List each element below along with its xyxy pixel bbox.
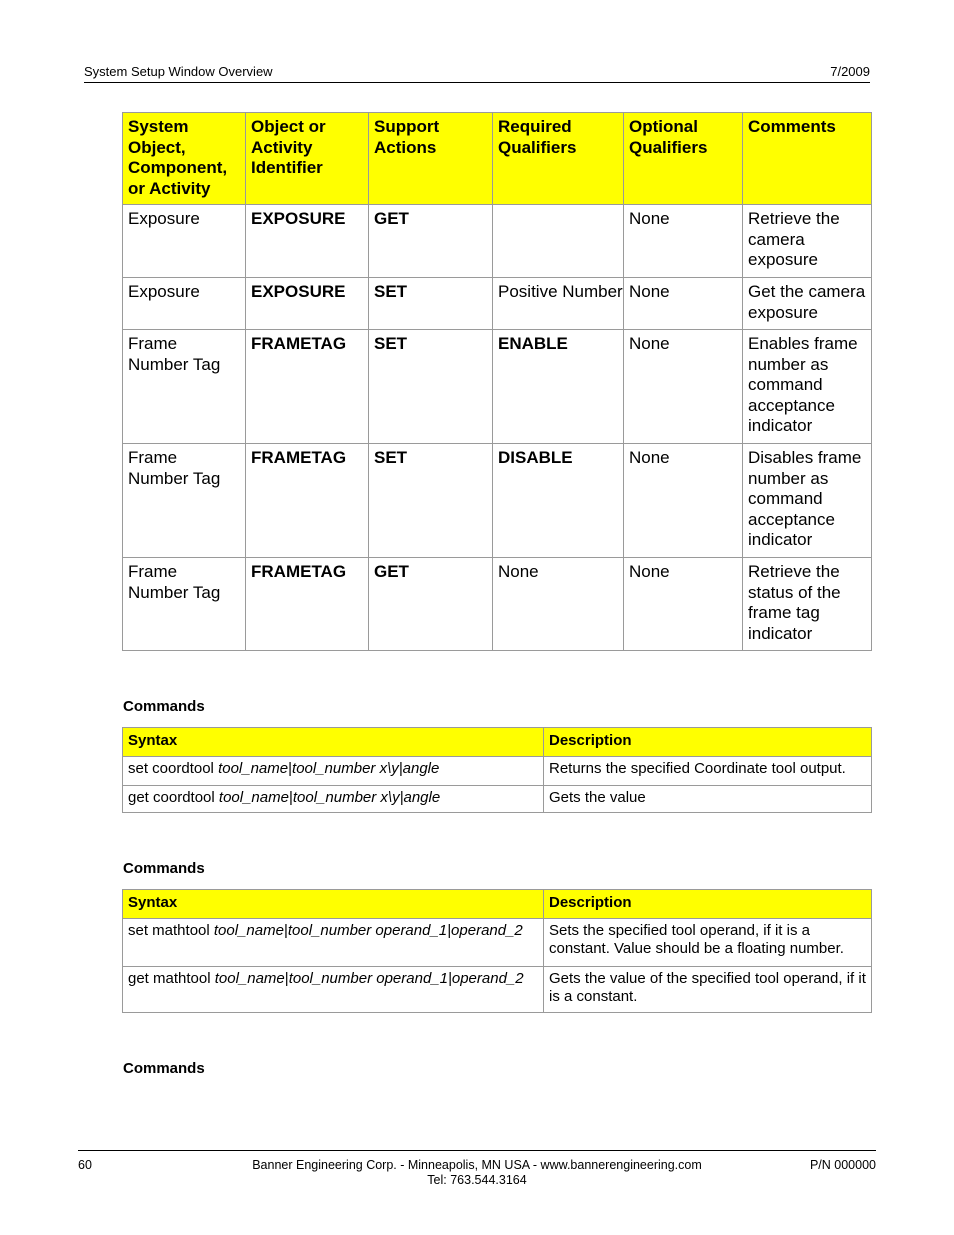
syntax-arg: tool_number x\y|angle: [292, 760, 440, 777]
syntax-separator: |: [288, 760, 293, 777]
qualifiers-table: [122, 112, 872, 651]
coordtool-commands-table: [122, 727, 872, 813]
table-row: [123, 967, 872, 1013]
footer-rule: [78, 1150, 876, 1151]
table-cell: FRAMETAG: [246, 330, 369, 444]
syntax-arg: tool_number operand_1|operand_2: [287, 922, 523, 939]
table-cell: DISABLE: [493, 444, 624, 558]
table-cell: GET: [369, 558, 493, 651]
header-cell: Comments: [743, 113, 872, 205]
syntax-separator: |: [288, 789, 293, 806]
footer-company: Banner Engineering Corp. - Minneapolis, MN USA - www.bannerengineering.com: [252, 1158, 702, 1172]
table-cell: SET: [369, 278, 493, 330]
table-row: [123, 757, 872, 786]
table-row: [123, 786, 872, 813]
table-cell: Retrieve the camera exposure: [743, 205, 872, 278]
table-header-row: [123, 113, 872, 205]
header-cell: Optional Qualifiers: [624, 113, 743, 205]
description-cell: Gets the value of the specified tool operand, if it is a constant.: [544, 967, 872, 1013]
header-title: System Setup Window Overview: [84, 64, 273, 79]
header-cell: Required Qualifiers: [493, 113, 624, 205]
header-cell: System Object, Component, or Activity: [123, 113, 246, 205]
syntax-cell: [123, 786, 544, 813]
syntax-cell: [123, 757, 544, 786]
syntax-cell: [123, 919, 544, 967]
section-title: Commands: [123, 860, 205, 877]
description-cell: Sets the specified tool operand, if it is a constant. Value should be a floating number.: [544, 919, 872, 967]
table-row: [123, 330, 872, 444]
table-cell: EXPOSURE: [246, 278, 369, 330]
syntax-arg: tool_number operand_1|operand_2: [288, 970, 524, 987]
syntax-cell: [123, 967, 544, 1013]
table-cell: Get the camera exposure: [743, 278, 872, 330]
description-cell: Returns the specified Coordinate tool output.: [544, 757, 872, 786]
syntax-command: get coordtool: [128, 789, 219, 806]
table-header-row: [123, 728, 872, 757]
syntax-arg: tool_name: [218, 789, 289, 806]
footer-tel: Tel: 763.544.3164: [427, 1173, 527, 1187]
table-cell: [493, 205, 624, 278]
section-title: Commands: [123, 698, 205, 715]
header-cell: Description: [544, 890, 872, 919]
description-cell: Gets the value: [544, 786, 872, 813]
table-cell: SET: [369, 444, 493, 558]
syntax-arg: tool_name: [214, 970, 285, 987]
header-cell: Description: [544, 728, 872, 757]
table-cell: Exposure: [123, 205, 246, 278]
mathtool-commands-table: [122, 889, 872, 1013]
table-cell: Exposure: [123, 278, 246, 330]
header-date: 7/2009: [830, 64, 870, 79]
syntax-command: set coordtool: [128, 760, 219, 777]
table-cell: None: [624, 278, 743, 330]
header-cell: Support Actions: [369, 113, 493, 205]
table-cell: None: [493, 558, 624, 651]
page-header: [84, 64, 870, 79]
table-row: [123, 205, 872, 278]
syntax-command: set mathtool: [128, 922, 214, 939]
header-cell: Syntax: [123, 890, 544, 919]
table-cell: None: [624, 558, 743, 651]
syntax-separator: |: [283, 922, 288, 939]
table-header-row: [123, 890, 872, 919]
table-cell: None: [624, 330, 743, 444]
footer-company-info: [78, 1158, 876, 1188]
syntax-arg: tool_name: [213, 922, 284, 939]
table-cell: Frame Number Tag: [123, 558, 246, 651]
header-cell: Syntax: [123, 728, 544, 757]
syntax-arg: tool_number x\y|angle: [292, 789, 441, 806]
table-row: [123, 919, 872, 967]
table-cell: EXPOSURE: [246, 205, 369, 278]
table-row: [123, 558, 872, 651]
table-cell: None: [624, 205, 743, 278]
table-cell: GET: [369, 205, 493, 278]
header-cell: Object or Activity Identifier: [246, 113, 369, 205]
table-cell: Disables frame number as command acceptance indicator: [743, 444, 872, 558]
section-title: Commands: [123, 1060, 205, 1077]
header-rule: [84, 82, 870, 83]
table-cell: Retrieve the status of the frame tag indicator: [743, 558, 872, 651]
table-cell: ENABLE: [493, 330, 624, 444]
table-cell: Frame Number Tag: [123, 444, 246, 558]
table-cell: FRAMETAG: [246, 558, 369, 651]
table-cell: FRAMETAG: [246, 444, 369, 558]
table-row: [123, 278, 872, 330]
table-cell: SET: [369, 330, 493, 444]
part-number: P/N 000000: [809, 1158, 876, 1172]
syntax-arg: tool_name: [218, 760, 289, 777]
page-number: 60: [78, 1158, 92, 1172]
table-row: [123, 444, 872, 558]
table-cell: Frame Number Tag: [123, 330, 246, 444]
table-cell: None: [624, 444, 743, 558]
table-cell: Enables frame number as command acceptance indicator: [743, 330, 872, 444]
table-cell: Positive Number: [493, 278, 624, 330]
syntax-command: get mathtool: [128, 970, 215, 987]
syntax-separator: |: [284, 970, 289, 987]
